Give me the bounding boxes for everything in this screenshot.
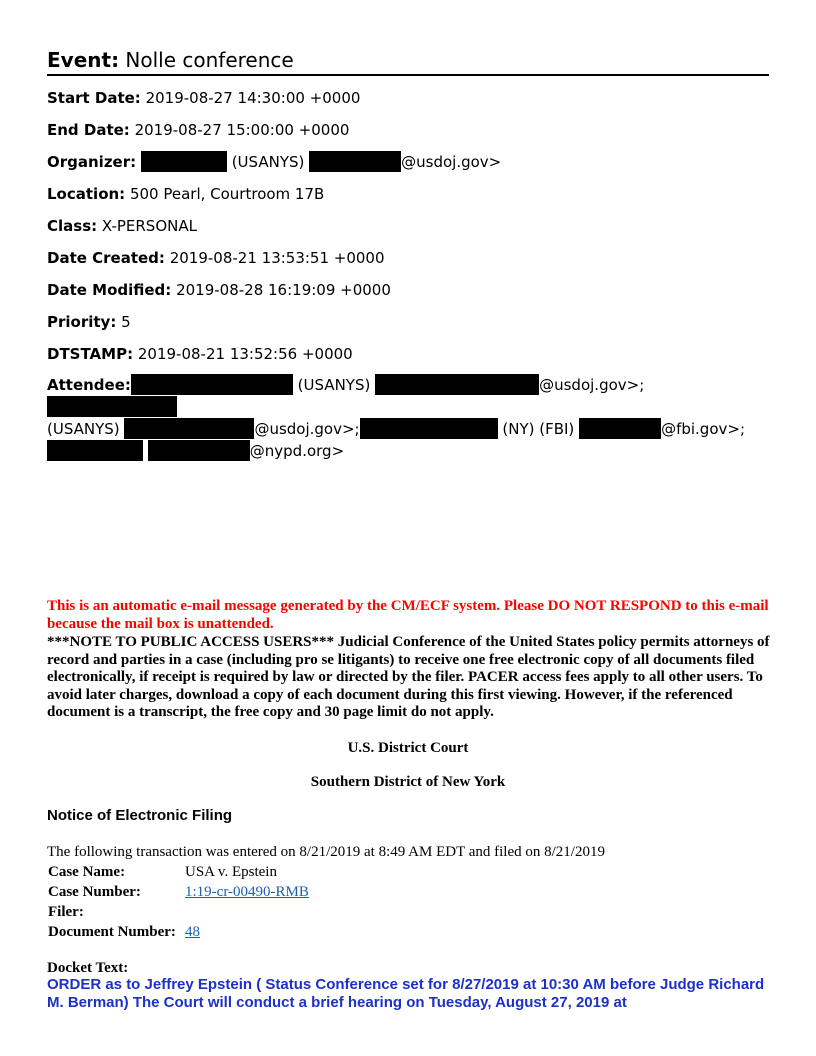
redaction-block xyxy=(47,440,143,461)
date-modified-value: 2019-08-28 16:19:09 +0000 xyxy=(176,281,391,299)
attendee-org: (NY) (FBI) xyxy=(502,420,575,438)
location-value: 500 Pearl, Courtroom 17B xyxy=(129,185,325,203)
redaction-block xyxy=(579,418,661,439)
priority-row xyxy=(47,311,131,333)
court-name: U.S. District Court xyxy=(347,740,469,756)
redaction-block xyxy=(148,440,250,461)
case-name-value: USA v. Epstein xyxy=(185,864,277,880)
docket-text-label: Docket Text: xyxy=(47,960,129,976)
date-created-label: Date Created: xyxy=(47,249,165,267)
organizer-org: (USANYS) xyxy=(231,153,305,171)
case-number-link[interactable]: 1:19-cr-00490-RMB xyxy=(185,884,309,900)
event-label: Event: xyxy=(47,48,120,72)
table-row xyxy=(47,922,310,942)
priority-label: Priority: xyxy=(47,313,117,331)
nef-title: Notice of Electronic Filing xyxy=(47,807,233,824)
class-row xyxy=(47,215,197,237)
docket-text: ORDER as to Jeffrey Epstein ( Status Conference set for 8/27/2019 at 10:30 AM before Judge Richard M. Berman) The Court will conduct a brief hearing on Tuesday, August 27, 2019 at xyxy=(47,976,765,1011)
dtstamp-value: 2019-08-21 13:52:56 +0000 xyxy=(137,345,353,363)
date-created-row xyxy=(47,247,385,269)
attendee-label: Attendee: xyxy=(47,376,131,394)
redaction-block xyxy=(375,374,539,395)
redaction-block xyxy=(131,374,293,395)
organizer-email-domain: @usdoj.gov> xyxy=(401,153,502,171)
attendee-email-domain: @usdoj.gov>; xyxy=(539,376,645,394)
dtstamp-row xyxy=(47,343,353,365)
priority-value: 5 xyxy=(121,313,131,331)
organizer-row xyxy=(47,151,501,173)
automatic-message-warning: This is an automatic e-mail message generated by the CM/ECF system. Please DO NOT RESPOND to this e-mail because the mail box is unattended. xyxy=(47,598,769,632)
end-date-label: End Date: xyxy=(47,121,130,139)
case-number-label: Case Number: xyxy=(48,884,141,900)
location-label: Location: xyxy=(47,185,126,203)
redaction-block xyxy=(141,151,227,172)
end-date-value: 2019-08-27 15:00:00 +0000 xyxy=(134,121,350,139)
case-name-label: Case Name: xyxy=(48,864,126,880)
attendee-email-domain: @fbi.gov>; xyxy=(661,420,745,438)
redaction-block xyxy=(360,418,498,439)
date-created-value: 2019-08-21 13:53:51 +0000 xyxy=(169,249,385,267)
class-label: Class: xyxy=(47,217,98,235)
table-row xyxy=(47,902,310,922)
redaction-block xyxy=(124,418,254,439)
start-date-row xyxy=(47,87,360,109)
date-modified-row xyxy=(47,279,391,301)
public-access-note: ***NOTE TO PUBLIC ACCESS USERS*** Judicial Conference of the United States policy permits attorneys of record and parties in a case (including pro se litigants) to receive one free electronic copy of all documents filed electronically, if receipt is required by law or directed by the filer. PACER access fees apply to all other users. To avoid later charges, download a copy of each document during this first viewing. However, if the referenced document is a transcript, the free copy and 30 page limit do not apply. xyxy=(47,634,770,720)
attendee-email-domain: @nypd.org> xyxy=(249,442,345,460)
table-row xyxy=(47,882,310,902)
class-value: X-PERSONAL xyxy=(101,217,197,235)
event-header xyxy=(47,46,769,76)
location-row xyxy=(47,183,324,205)
transaction-text: The following transaction was entered on 8/21/2019 at 8:49 AM EDT and filed on 8/21/2019 xyxy=(47,844,605,860)
case-info-table xyxy=(47,862,310,942)
court-district: Southern District of New York xyxy=(310,774,506,790)
attendee-org: (USANYS) xyxy=(297,376,371,394)
document-number-label: Document Number: xyxy=(48,924,176,940)
attendee-email-domain: @usdoj.gov>; xyxy=(254,420,360,438)
redaction-block xyxy=(309,151,401,172)
table-row xyxy=(47,862,310,882)
end-date-row xyxy=(47,119,349,141)
redaction-block xyxy=(47,396,177,417)
filer-label: Filer: xyxy=(48,904,84,920)
event-title: Nolle conference xyxy=(125,48,294,72)
start-date-label: Start Date: xyxy=(47,89,141,107)
date-modified-label: Date Modified: xyxy=(47,281,172,299)
organizer-label: Organizer: xyxy=(47,153,137,171)
attendee-org: (USANYS) xyxy=(47,420,120,438)
document-number-link[interactable]: 48 xyxy=(185,924,200,940)
attendee-list xyxy=(47,374,769,462)
filer-value xyxy=(184,902,310,922)
dtstamp-label: DTSTAMP: xyxy=(47,345,134,363)
start-date-value: 2019-08-27 14:30:00 +0000 xyxy=(145,89,361,107)
